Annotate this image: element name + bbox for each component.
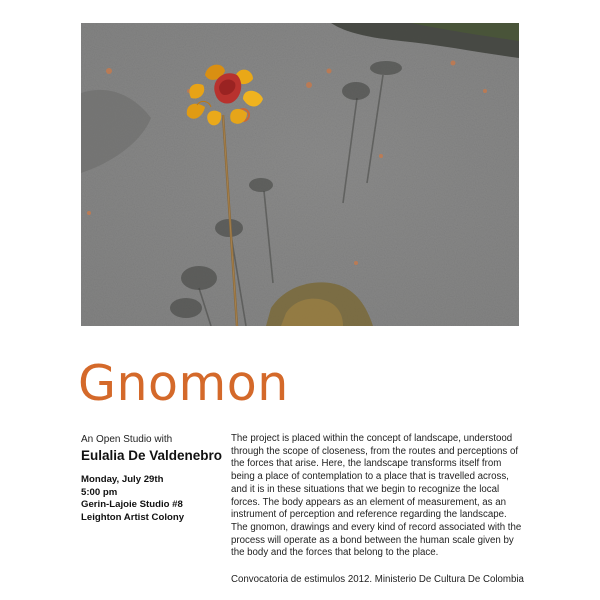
event-location: Leighton Artist Colony bbox=[81, 511, 185, 523]
flower-on-rock-image bbox=[81, 23, 519, 326]
event-date: Monday, July 29th bbox=[81, 474, 164, 485]
project-description bbox=[231, 433, 523, 587]
hero-photo bbox=[81, 23, 519, 326]
event-subtitle: An Open Studio with bbox=[81, 434, 173, 445]
event-time: 5:00 pm bbox=[81, 486, 118, 498]
funding-credit: Convocatoria de estimulos 2012. Ministerio De Cultura De Colombia bbox=[231, 574, 524, 586]
poster-title: Gnomon bbox=[78, 355, 289, 412]
event-details bbox=[81, 474, 226, 524]
artist-name: Eulalia De Valdenebro bbox=[81, 448, 223, 463]
event-info bbox=[81, 433, 226, 524]
event-venue: Gerin-Lajoie Studio #8 bbox=[81, 499, 183, 511]
description-text: The project is placed within the concept of landscape, understood through the scope of closeness, from the routes and perceptions of the forces that arise. Here, the landscape transforms itself from being a place of contemplation to a place that is travelled across, and it is in these situations that we begin to recognize the local forces. The body appears as an element of measurement, as an instrument of perception and reference regarding the landscape. The gnomon, drawings and every kind of record associated with the process will operate as a bond between the human scale given by the body and the forces that belong to the place. bbox=[231, 433, 522, 559]
